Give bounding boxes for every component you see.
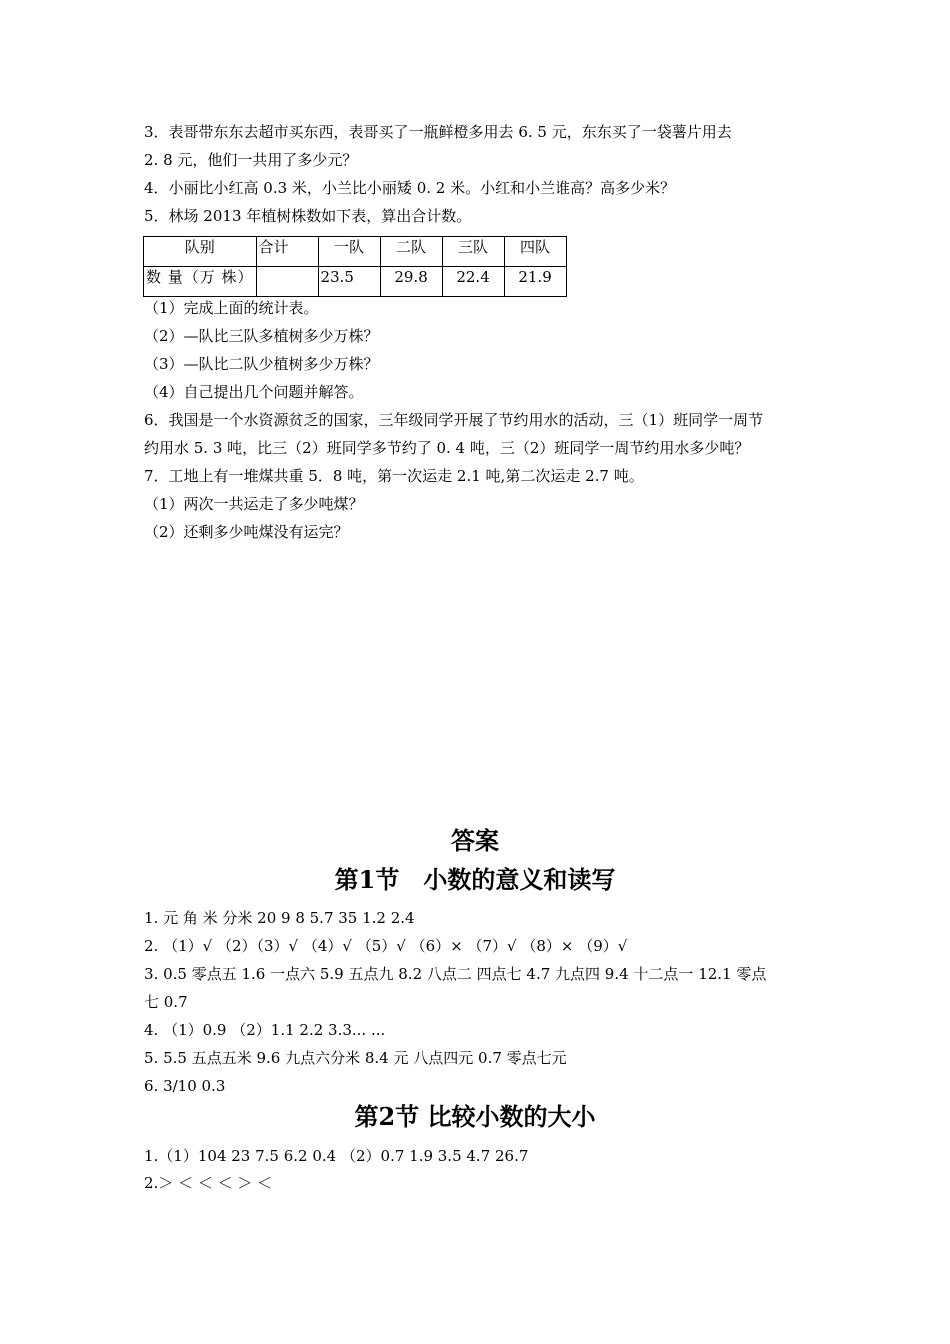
- section-2-answer-2: 2.＞ ＜ ＜ ＜ ＞ ＜: [144, 1174, 273, 1192]
- section-2-answer-1: 1.（1）104 23 7.5 6.2 0.4 （2）0.7 1.9 3.5 4.7 26.7: [144, 1147, 529, 1165]
- section-1-answer-1: 1. 元 角 米 分米 20 9 8 5.7 35 1.2 2.4: [144, 909, 415, 927]
- section-1-answer-2: 2. （1）√ （2）（3）√ （4）√ （5）√ （6）× （7）√ （8）× （9）√: [144, 937, 628, 955]
- section-1-answer-6: 6. 3/10 0.3: [144, 1077, 226, 1095]
- planting-table: [143, 236, 567, 297]
- table-cell: 22.4: [442, 267, 504, 297]
- section-1-answer-5: 5. 5.5 五点五米 9.6 九点六分米 8.4 元 八点四元 0.7 零点七元: [144, 1049, 567, 1067]
- table-row: [144, 267, 567, 297]
- table-cell: 29.8: [380, 267, 442, 297]
- table-header-cell: 三队: [442, 237, 504, 267]
- problem-3-line-2: 2. 8 元，他们一共用了多少元？: [144, 151, 358, 169]
- table-cell: 21.9: [504, 267, 566, 297]
- problem-5: 5．林场 2013 年植树株数如下表，算出合计数。: [144, 207, 472, 225]
- table-row-label-cell: [144, 267, 257, 297]
- section-2-title: 第2节 比较小数的大小: [354, 1102, 596, 1131]
- section-1-answer-4: 4. （1）0.9 （2）1.1 2.2 3.3... ...: [144, 1021, 386, 1039]
- table-cell-total: [256, 267, 318, 297]
- table-header-cell: 队别: [144, 237, 257, 267]
- problem-6-line-2: 约用水 5. 3 吨，比三（2）班同学多节约了 0. 4 吨，三（2）班同学一周节约用水多少吨？: [144, 439, 750, 457]
- table-header-cell: 一队: [318, 237, 380, 267]
- problem-7-question-2: （2）还剩多少吨煤没有运完？: [144, 523, 349, 541]
- problem-6-line-1: 6．我国是一个水资源贫乏的国家，三年级同学开展了节约用水的活动，三（1）班同学一周节: [144, 411, 764, 429]
- problem-5-question-1: （1）完成上面的统计表。: [144, 299, 319, 317]
- problem-7: 7．工地上有一堆煤共重 5．8 吨，第一次运走 2.1 吨,第二次运走 2.7 吨。: [144, 467, 644, 485]
- problem-5-question-4: （4）自己提出几个问题并解答。: [144, 383, 364, 401]
- problem-5-question-3: （3）—队比二队少植树多少万株？: [144, 355, 379, 373]
- problem-5-question-2: （2）—队比三队多植树多少万株？: [144, 327, 379, 345]
- table-header-cell: 二队: [380, 237, 442, 267]
- table-header-row: [144, 237, 567, 267]
- table-row-label: 数 量（万 株）: [146, 268, 254, 286]
- section-1-answer-3-line-2: 七 0.7: [144, 993, 188, 1011]
- table-cell: 23.5: [318, 267, 380, 297]
- section-1-title: 第1节 小数的意义和读写: [334, 865, 616, 894]
- table-header-cell: 四队: [504, 237, 566, 267]
- answers-title: 答案: [451, 826, 499, 855]
- section-1-answer-3-line-1: 3. 0.5 零点五 1.6 一点六 5.9 五点九 8.2 八点二 四点七 4.7 九点四 9.4 十二点一 12.1 零点: [144, 965, 767, 983]
- problem-4: 4．小丽比小红高 0.3 米，小兰比小丽矮 0. 2 米。小红和小兰谁高？高多少米？: [144, 179, 676, 197]
- table-header-cell: 合计: [256, 237, 318, 267]
- problem-7-question-1: （1）两次一共运走了多少吨煤？: [144, 495, 364, 513]
- problem-3-line-1: 3．表哥带东东去超市买东西，表哥买了一瓶鲜橙多用去 6. 5 元，东东买了一袋薯片用去: [144, 123, 732, 141]
